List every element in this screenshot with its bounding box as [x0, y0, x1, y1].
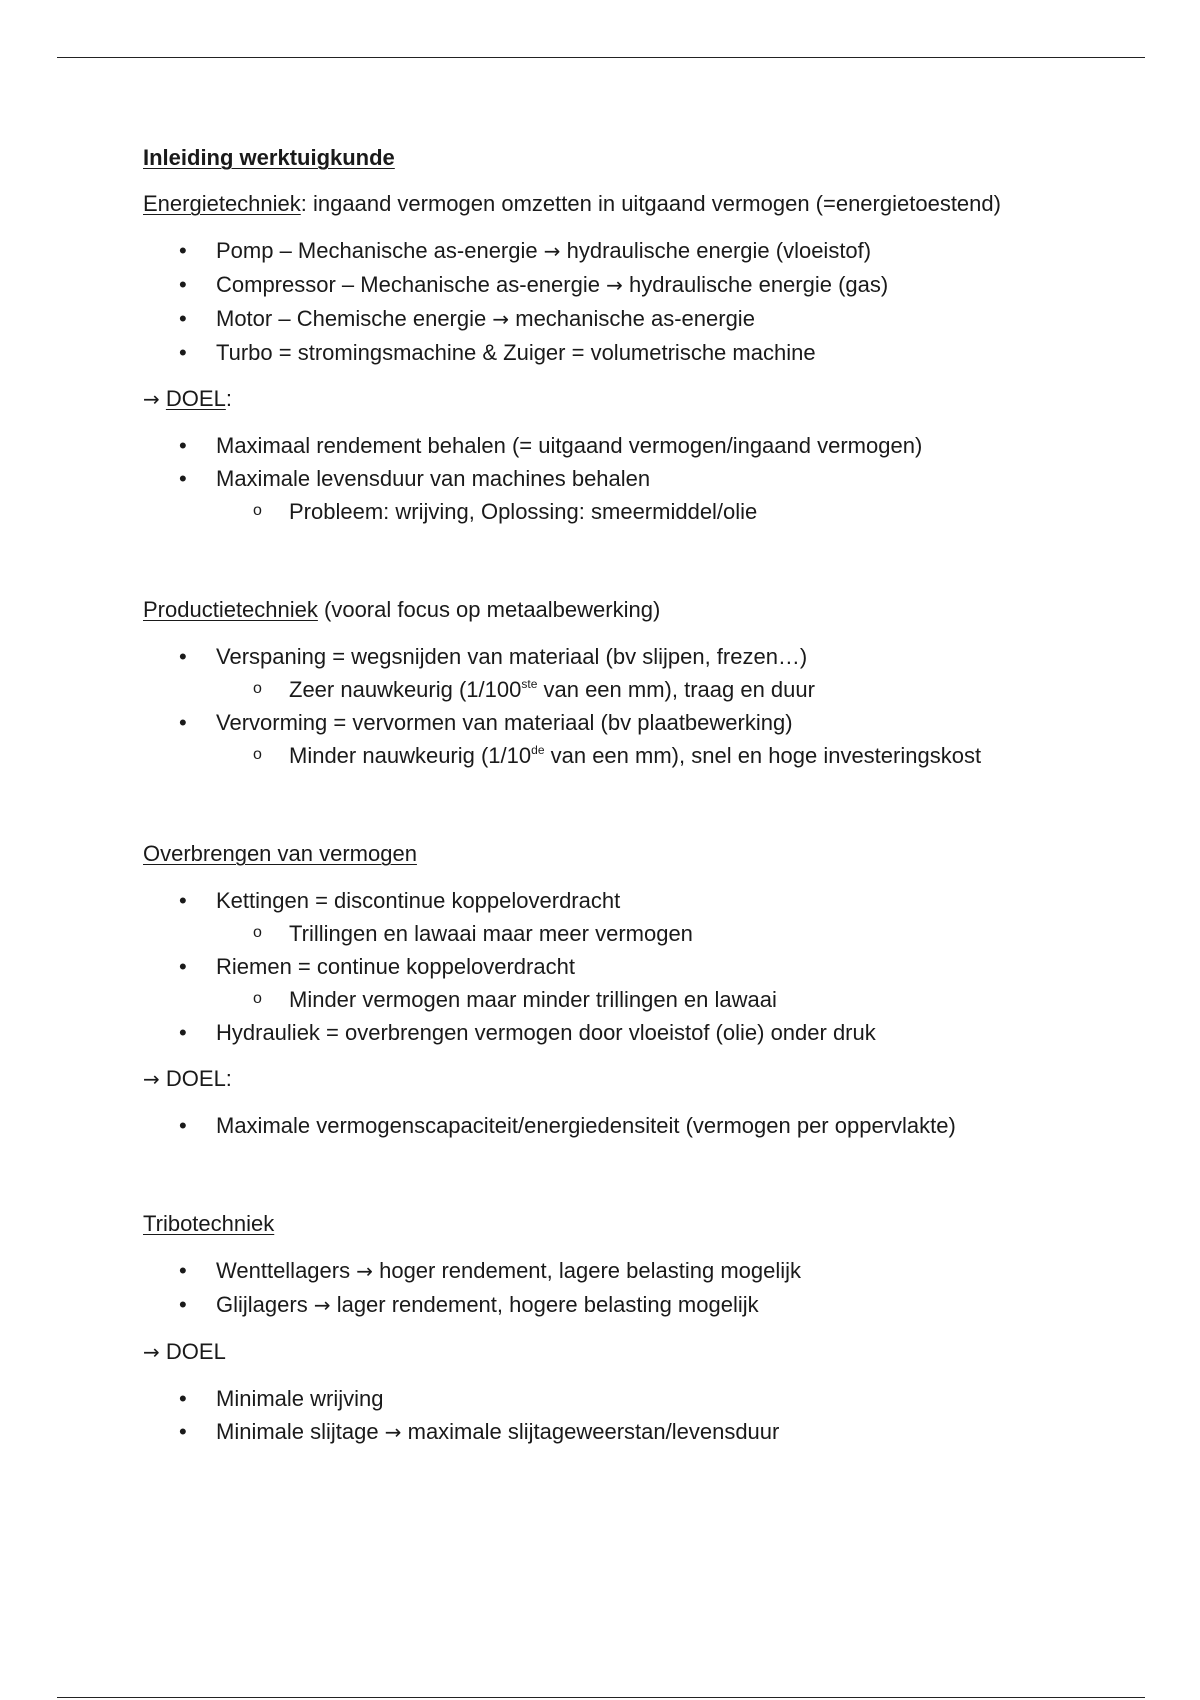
sub-list [216, 739, 1083, 772]
energie-doel-list [143, 429, 1083, 528]
arrow-icon: → [143, 1340, 160, 1364]
list-item: • Pomp – Mechanische as-energie → hydraulische energie (vloeistof) [143, 234, 1083, 268]
doel-label: DOEL [165, 386, 226, 411]
bottom-rule [57, 1697, 1145, 1698]
overbrengen-list [143, 884, 1083, 1049]
doel-label: DOEL [165, 1339, 226, 1364]
sub-list [216, 495, 1083, 528]
list-item: • Turbo = stromingsmachine & Zuiger = volumetrische machine [143, 336, 1083, 369]
energie-list [143, 234, 1083, 369]
top-rule [57, 57, 1145, 58]
document-body [143, 142, 1083, 1463]
energie-doel: → DOEL: [143, 386, 232, 411]
section-gap [143, 786, 1083, 838]
list-item: • Verspaning = wegsnijden van materiaal (bv slijpen, frezen…) o Zeer nauwkeurig (1/100ste van een mm), traag en duur [143, 640, 1083, 706]
list-item: • Wenttellagers → hoger rendement, lagere belasting mogelijk [143, 1254, 1083, 1288]
arrow-icon: → [606, 273, 623, 297]
list-item: • Maximaal rendement behalen (= uitgaand vermogen/ingaand vermogen) [143, 429, 1083, 462]
overbrengen-heading: Overbrengen van vermogen [143, 841, 417, 866]
doel-label: DOEL: [165, 1066, 232, 1091]
arrow-icon: → [384, 1420, 402, 1444]
list-item: • Minimale wrijving [143, 1382, 1083, 1415]
list-item: • Motor – Chemische energie → mechanische as-energie [143, 302, 1083, 336]
sub-list-item: o Minder vermogen maar minder trillingen en lawaai [216, 983, 1083, 1016]
section-gap [143, 542, 1083, 594]
sub-list-item: o Probleem: wrijving, Oplossing: smeermiddel/olie [216, 495, 1083, 528]
sub-list [216, 917, 1083, 950]
productie-list [143, 640, 1083, 772]
sub-list-item: o Trillingen en lawaai maar meer vermogen [216, 917, 1083, 950]
list-item: • Maximale levensduur van machines behalen o Probleem: wrijving, Oplossing: smeermiddel/olie [143, 462, 1083, 528]
list-item: • Minimale slijtage → maximale slijtageweerstan/levensduur [143, 1415, 1083, 1449]
tribo-list [143, 1254, 1083, 1322]
arrow-icon: → [492, 307, 510, 331]
arrow-icon: → [543, 239, 561, 263]
list-item: • Maximale vermogenscapaciteit/energiedensiteit (vermogen per oppervlakte) [143, 1109, 1083, 1142]
arrow-icon: → [356, 1259, 373, 1283]
overbrengen-intro [143, 838, 1083, 870]
list-item: • Compressor – Mechanische as-energie → hydraulische energie (gas) [143, 268, 1083, 302]
energie-intro [143, 188, 1083, 220]
tribo-doel-list [143, 1382, 1083, 1449]
arrow-icon: → [143, 1067, 160, 1091]
section-gap [143, 1156, 1083, 1208]
sub-list [216, 983, 1083, 1016]
sub-list-item: o Minder nauwkeurig (1/10de van een mm), snel en hoge investeringskost [216, 739, 1083, 772]
productie-intro: Productietechniek (vooral focus op metaalbewerking) [143, 597, 661, 622]
sub-list-item: o Zeer nauwkeurig (1/100ste van een mm), traag en duur [216, 673, 1083, 706]
arrow-icon: → [143, 387, 160, 411]
overbrengen-doel-list [143, 1109, 1083, 1142]
tribo-intro [143, 1208, 1083, 1240]
list-item: • Hydrauliek = overbrengen vermogen door vloeistof (olie) onder druk [143, 1016, 1083, 1049]
list-item: • Riemen = continue koppeloverdracht o Minder vermogen maar minder trillingen en lawaai [143, 950, 1083, 1016]
list-item: • Vervorming = vervormen van materiaal (bv plaatbewerking) o Minder nauwkeurig (1/10de van een mm), snel en hoge investeringskost [143, 706, 1083, 772]
list-item: • Kettingen = discontinue koppeloverdracht o Trillingen en lawaai maar meer vermogen [143, 884, 1083, 950]
document-title: Inleiding werktuigkunde [143, 145, 395, 170]
overbrengen-doel [143, 1063, 1083, 1095]
tribo-heading: Tribotechniek [143, 1211, 275, 1236]
list-item: • Glijlagers → lager rendement, hogere belasting mogelijk [143, 1288, 1083, 1322]
sub-list [216, 673, 1083, 706]
tribo-doel [143, 1336, 1083, 1368]
energie-text: : ingaand vermogen omzetten in uitgaand vermogen (=energietoestend) [300, 191, 1001, 216]
productie-heading: Productietechniek [143, 597, 318, 622]
energie-heading: Energietechniek [143, 191, 301, 216]
arrow-icon: → [313, 1293, 331, 1317]
